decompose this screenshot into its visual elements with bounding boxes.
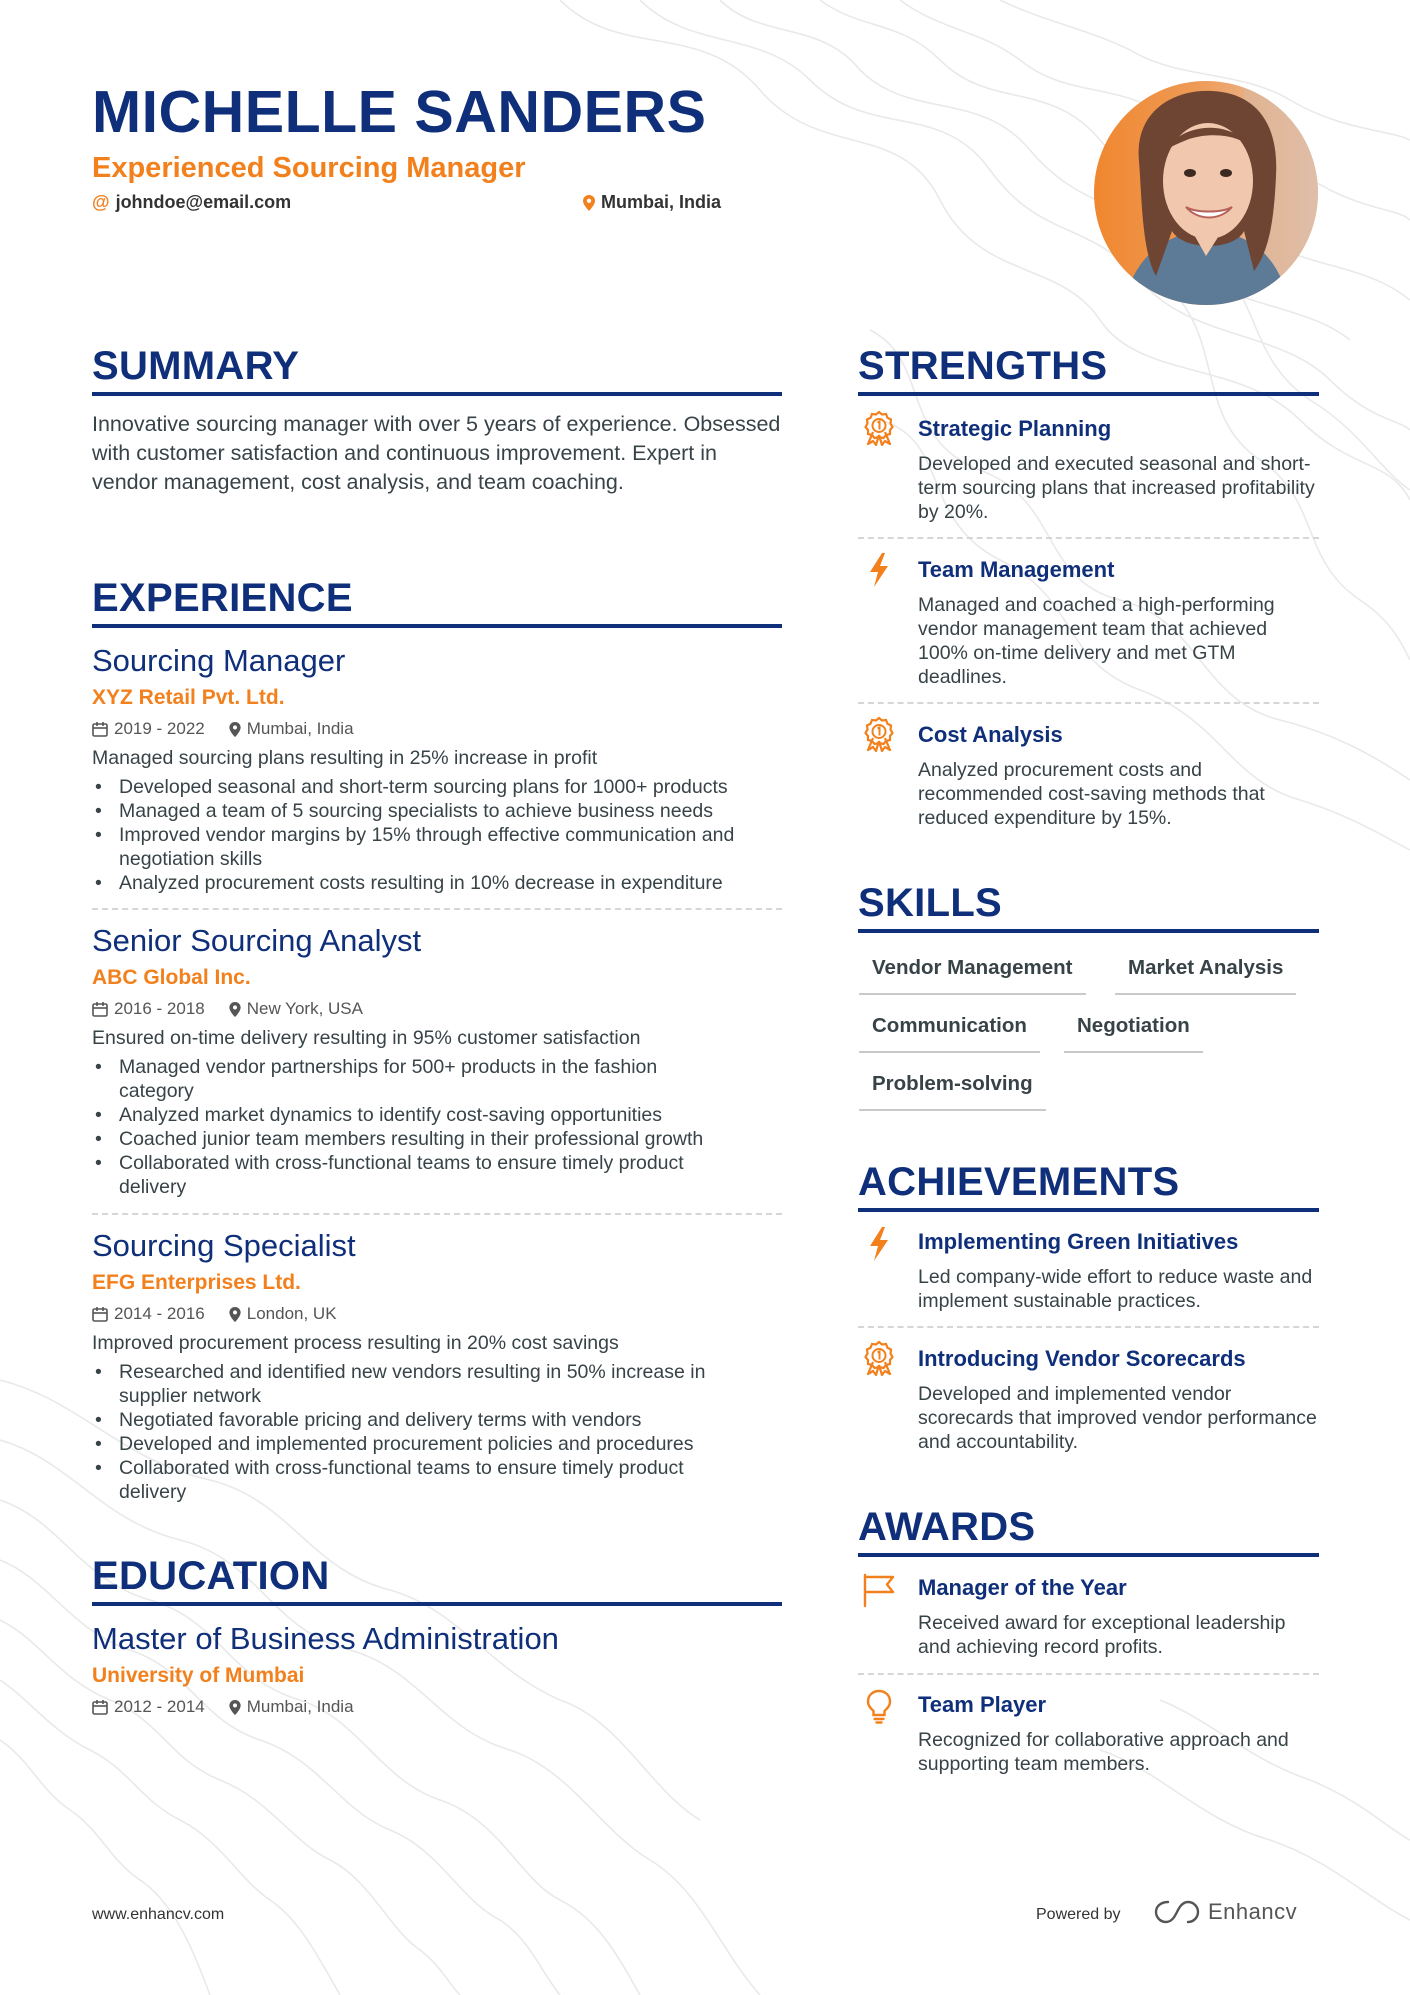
- education-heading: EDUCATION: [92, 1554, 330, 1598]
- achievement-title: Implementing Green Initiatives: [918, 1229, 1239, 1254]
- location-pin-icon: [229, 1002, 241, 1017]
- job-summary: Managed sourcing plans resulting in 25% increase in profit: [92, 747, 598, 769]
- job-bullets: [92, 1360, 782, 1504]
- education-dates: 2012 - 2014: [114, 1697, 205, 1716]
- enhancv-logo-icon: [1154, 1899, 1200, 1925]
- strengths-heading: STRENGTHS: [858, 344, 1108, 388]
- flag-icon: [862, 1572, 896, 1608]
- summary-text: Innovative sourcing manager with over 5 years of experience. Obsessed with customer satisfaction and continuous improvement. Expert in vendor management, cost analysis, and team coaching.: [92, 412, 781, 494]
- skill-tag: Problem-solving: [859, 1066, 1046, 1111]
- strength-title: Team Management: [918, 557, 1115, 582]
- job-summary: Improved procurement process resulting in 20% cost savings: [92, 1332, 619, 1354]
- job-company: EFG Enterprises Ltd.: [92, 1271, 301, 1294]
- education-location: Mumbai, India: [246, 1697, 354, 1716]
- job-meta: [92, 998, 363, 1020]
- job-bullet: • Developed seasonal and short-term sourcing plans for 1000+ products: [92, 775, 782, 799]
- strengths-divider: [858, 392, 1319, 396]
- enhancv-logo-text: Enhancv: [1208, 1899, 1298, 1924]
- footer-powered-by: Powered by: [1036, 1906, 1121, 1923]
- job-bullet: • Coached junior team members resulting in their professional growth: [92, 1127, 782, 1151]
- skill-tag: Vendor Management: [859, 950, 1086, 995]
- strength-separator: [858, 537, 1319, 539]
- job-bullet: • Managed vendor partnerships for 500+ products in the fashion category: [92, 1055, 782, 1103]
- strength-title: Strategic Planning: [918, 416, 1112, 441]
- calendar-icon: [92, 1699, 108, 1715]
- profile-photo: [1094, 81, 1318, 305]
- job-location: New York, USA: [246, 999, 363, 1018]
- lightbulb-icon: [862, 1688, 896, 1724]
- job-dates: 2016 - 2018: [114, 999, 205, 1018]
- job-meta: [92, 1303, 337, 1325]
- calendar-icon: [92, 1306, 108, 1322]
- calendar-icon: [92, 721, 108, 737]
- job-bullet: • Developed and implemented procurement policies and procedures: [92, 1432, 782, 1456]
- location-pin-icon: [583, 195, 595, 211]
- strength-separator: [858, 702, 1319, 704]
- strength-desc: Developed and executed seasonal and short-term sourcing plans that increased profitability by 20%.: [918, 453, 1315, 523]
- skills-heading: SKILLS: [858, 881, 1003, 925]
- education-meta: [92, 1696, 354, 1718]
- summary-heading: SUMMARY: [92, 344, 300, 388]
- job-title: Sourcing Manager: [92, 643, 346, 678]
- degree-title: Master of Business Administration: [92, 1621, 559, 1656]
- job-title: Sourcing Specialist: [92, 1228, 356, 1263]
- job-dates: 2019 - 2022: [114, 719, 205, 738]
- award-ribbon-icon: [862, 716, 896, 752]
- achievement-title: Introducing Vendor Scorecards: [918, 1346, 1246, 1371]
- skill-tag: Market Analysis: [1115, 950, 1296, 995]
- job-bullet: • Managed a team of 5 sourcing specialists to achieve business needs: [92, 799, 782, 823]
- job-company: ABC Global Inc.: [92, 966, 251, 989]
- achievement-desc: Developed and implemented vendor scorecards that improved vendor performance and accountability.: [918, 1383, 1317, 1453]
- strength-desc: Managed and coached a high-performing vendor management team that achieved 100% on-time delivery and met GTM deadlines.: [918, 594, 1275, 688]
- job-bullet: • Collaborated with cross-functional teams to ensure timely product delivery: [92, 1456, 782, 1504]
- location-pin-icon: [229, 1307, 241, 1322]
- skill-tag: Negotiation: [1064, 1008, 1203, 1053]
- awards-divider: [858, 1553, 1319, 1557]
- job-bullets: [92, 775, 782, 895]
- candidate-role: Experienced Sourcing Manager: [92, 152, 526, 184]
- job-summary: Ensured on-time delivery resulting in 95% customer satisfaction: [92, 1027, 641, 1049]
- award-title: Team Player: [918, 1692, 1047, 1717]
- awards-heading: AWARDS: [858, 1505, 1036, 1549]
- job-separator: [92, 1213, 782, 1215]
- job-meta: [92, 718, 354, 740]
- candidate-name: MICHELLE SANDERS: [92, 79, 707, 145]
- experience-heading: EXPERIENCE: [92, 576, 353, 620]
- job-location: London, UK: [246, 1304, 337, 1323]
- footer-website-link[interactable]: www.enhancv.com: [92, 1906, 225, 1923]
- award-desc: Recognized for collaborative approach and supporting team members.: [918, 1729, 1289, 1775]
- skill-tag: Communication: [859, 1008, 1040, 1053]
- location-pin-icon: [229, 722, 241, 737]
- at-icon: @: [92, 192, 110, 212]
- achievements-heading: ACHIEVEMENTS: [858, 1160, 1180, 1204]
- education-divider: [92, 1602, 782, 1606]
- job-separator: [92, 908, 782, 910]
- enhancv-logo[interactable]: [1154, 1899, 1297, 1925]
- location-contact: [583, 192, 721, 213]
- lightning-icon: [862, 552, 896, 588]
- school-name: University of Mumbai: [92, 1664, 305, 1687]
- strength-title: Cost Analysis: [918, 722, 1063, 747]
- job-bullet: • Analyzed market dynamics to identify cost-saving opportunities: [92, 1103, 782, 1127]
- job-bullet: • Negotiated favorable pricing and delivery terms with vendors: [92, 1408, 782, 1432]
- achievements-divider: [858, 1208, 1319, 1212]
- email-contact[interactable]: [92, 192, 291, 213]
- calendar-icon: [92, 1001, 108, 1017]
- job-location: Mumbai, India: [246, 719, 354, 738]
- job-bullet: • Improved vendor margins by 15% through effective communication and negotiation skills: [92, 823, 782, 871]
- award-title: Manager of the Year: [918, 1575, 1127, 1600]
- skills-divider: [858, 929, 1319, 933]
- lightning-icon: [862, 1226, 896, 1262]
- job-title: Senior Sourcing Analyst: [92, 923, 422, 958]
- job-company: XYZ Retail Pvt. Ltd.: [92, 686, 285, 709]
- location-text: Mumbai, India: [601, 192, 722, 212]
- award-desc: Received award for exceptional leadership and achieving record profits.: [918, 1612, 1286, 1658]
- location-pin-icon: [229, 1700, 241, 1715]
- job-bullet: • Analyzed procurement costs resulting in 10% decrease in expenditure: [92, 871, 782, 895]
- job-dates: 2014 - 2016: [114, 1304, 205, 1323]
- award-ribbon-icon: [862, 1340, 896, 1376]
- award-ribbon-icon: [862, 410, 896, 446]
- strength-desc: Analyzed procurement costs and recommended cost-saving methods that reduced expenditure by 15%.: [918, 759, 1265, 829]
- achievement-desc: Led company-wide effort to reduce waste and implement sustainable practices.: [918, 1266, 1313, 1312]
- award-separator: [858, 1673, 1319, 1675]
- email-text: johndoe@email.com: [115, 192, 292, 212]
- summary-divider: [92, 392, 782, 396]
- job-bullet: • Researched and identified new vendors resulting in 50% increase in supplier network: [92, 1360, 782, 1408]
- job-bullets: [92, 1055, 782, 1199]
- experience-divider: [92, 624, 782, 628]
- job-bullet: • Collaborated with cross-functional teams to ensure timely product delivery: [92, 1151, 782, 1199]
- achievement-separator: [858, 1326, 1319, 1328]
